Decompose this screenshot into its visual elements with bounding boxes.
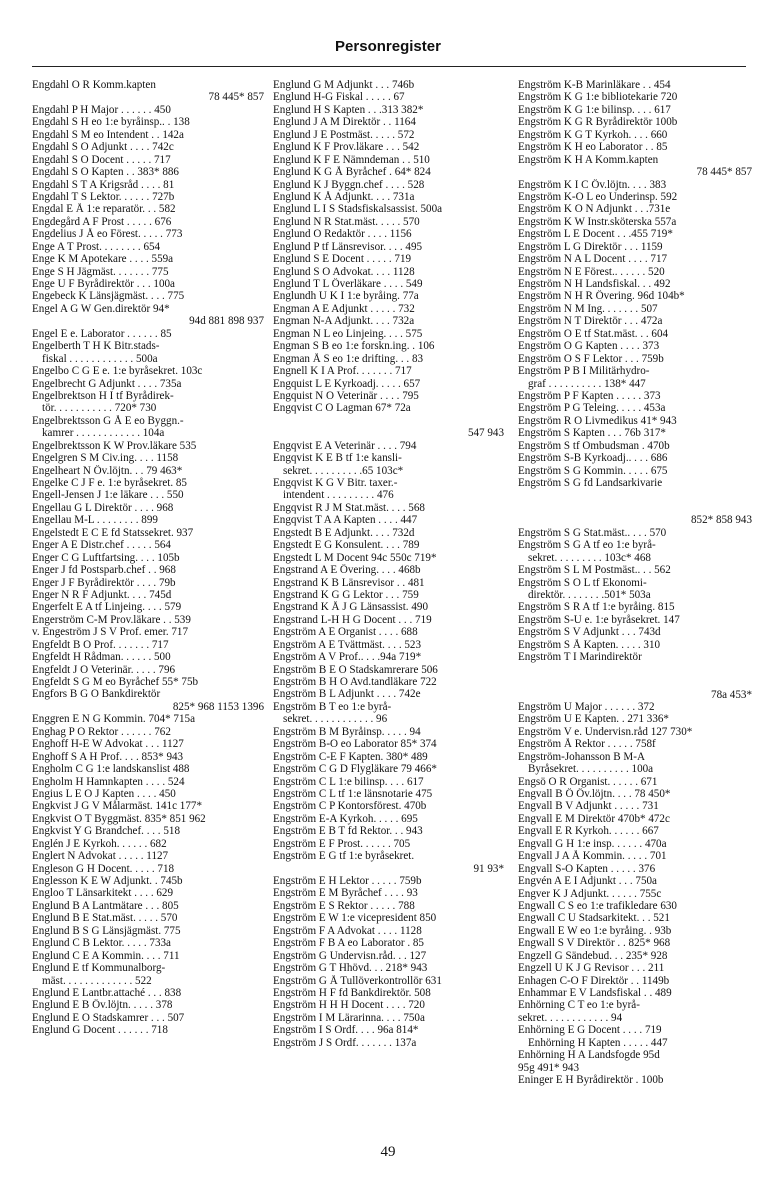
index-entry: Engvall S-O Kapten . . . . . 376 xyxy=(518,862,656,875)
index-entry: Engström O S F Lektor . . . 759b xyxy=(518,352,664,365)
index-entry: Engström P F Kapten . . . . . 373 xyxy=(518,389,661,402)
index-entry: Engström C L 1:e bilinsp. . . . 617 xyxy=(273,775,424,788)
index-entry: Engqvist R J M Stat.mäst. . . . 568 xyxy=(273,501,425,514)
index-entry: Engfors B G O Bankdirektör xyxy=(32,688,161,701)
index-entry: Engström B H O Avd.tandläkare 722 xyxy=(273,676,437,689)
index-entry: Engellau G L Direktör . . . . 968 xyxy=(32,501,174,514)
index-entry: Engwall E W eo 1:e byråing. . 93b xyxy=(518,924,672,937)
index-entry: Engstrand L-H H G Docent . . . 719 xyxy=(273,613,432,626)
index-entry: Engquist N O Veterinär . . . . 795 xyxy=(273,389,419,402)
index-entry: Engström G Å Tullöverkontrollör 631 xyxy=(273,974,442,987)
index-entry: Engström E S Rektor . . . . . 788 xyxy=(273,899,415,912)
index-entry: Engström S R A tf 1:e byråing. 815 xyxy=(518,601,675,614)
index-entry: Engström K H eo Laborator . . 85 xyxy=(518,141,668,154)
index-entry: Engström K G R Byrådirektör 100b xyxy=(518,116,678,129)
index-entry: Engström S G Kommin. . . . . 675 xyxy=(518,464,668,477)
index-entry: Engdahl T S Lektor. . . . . . 727b xyxy=(32,190,175,203)
page-number: 49 xyxy=(380,1144,396,1160)
index-entry: Engström K H A Komm.kapten xyxy=(518,153,659,166)
index-entry: Engelbo C G E e. 1:e byråsekret. 103c xyxy=(32,365,203,378)
index-entry: Engkvist J G V Målarmäst. 141c 177* xyxy=(32,800,202,813)
index-entry: Engdahl S O Kapten . . 383* 886 xyxy=(32,166,179,179)
index-entry: Engström A E Organist . . . . 688 xyxy=(273,626,418,639)
index-entry: Engström S V Adjunkt . . . 743d xyxy=(518,626,661,639)
index-entry: intendent . . . . . . . . . 476 xyxy=(283,489,394,502)
index-entry: Byråsekret. . . . . . . . . . 100a xyxy=(528,763,654,776)
index-entry: Engqvist K G V Bitr. taxer.- xyxy=(273,477,398,490)
index-entry: Engström K W Instr.sköterska 557a xyxy=(518,215,677,228)
index-entry: Engelstedt E C E fd Statssekret. 937 xyxy=(32,526,194,539)
index-column-3 xyxy=(518,79,752,1087)
index-entry: 825* 968 1153 1396 xyxy=(172,700,264,713)
index-entry: sekret. . . . . . . . . 103c* 468 xyxy=(528,551,651,564)
index-entry: Engström E M Byråchef . . . . 93 xyxy=(273,887,418,900)
index-entry: Engström K G 1:e bibliotekarie 720 xyxy=(518,91,678,104)
index-entry: Engkvist Y G Brandchef. . . . 518 xyxy=(32,825,180,838)
index-entry: Enge S H Jägmäst. . . . . . . 775 xyxy=(32,265,169,278)
index-entry: Englund K G Å Byråchef . 64* 824 xyxy=(273,166,431,179)
index-entry: Engström L E Docent . . .455 719* xyxy=(518,228,673,241)
index-entry: Enger J fd Postsparb.chef . . 968 xyxy=(32,564,176,577)
index-entry: 95g 491* 943 xyxy=(518,1061,580,1074)
index-entry: Engström I M Lärarinna. . . . 750a xyxy=(273,1011,425,1024)
index-entry: Enhörning H Kapten . . . . . 447 xyxy=(528,1036,668,1049)
index-entry: Enhagen C-O F Direktör . . 1149b xyxy=(518,974,670,987)
index-entry: Engström S O L tf Ekonomi- xyxy=(518,576,647,589)
index-entry: Englert N Advokat . . . . . 1127 xyxy=(32,850,169,863)
index-entry: Engstrand K G G Lektor . . . 759 xyxy=(273,588,419,601)
index-entry: 547 943 xyxy=(467,427,504,440)
index-entry: Engstedt L M Docent 94c 550c 719* xyxy=(273,551,437,564)
index-entry: Engman N L eo Linjeing. . . . 575 xyxy=(273,327,423,340)
index-entry: Engelbrecht G Adjunkt . . . . 735a xyxy=(32,377,182,390)
index-entry: sekret. . . . . . . . . . . . 94 xyxy=(518,1011,623,1024)
index-entry: Englund K F E Nämndeman . . 510 xyxy=(273,153,430,166)
index-entry: Engelbrektsson G Å E eo Byggn.- xyxy=(32,414,184,427)
index-entry: Engström N E Förest.. . . . . . 520 xyxy=(518,265,665,278)
index-entry: Englund B S G Länsjägmäst. 775 xyxy=(32,924,181,937)
index-entry: Engman S B eo 1:e forskn.ing. . 106 xyxy=(273,340,435,353)
index-entry: Engström B-O eo Laborator 85* 374 xyxy=(273,738,437,751)
index-entry: Engström S G fd Landsarkivarie xyxy=(518,477,663,489)
index-entry: Enghoff H-E W Advokat . . . 1127 xyxy=(32,738,184,751)
index-entry: Engström A V Prof.. . . .94a 719* xyxy=(273,651,422,664)
index-entry: Enge K M Apotekare . . . . 559a xyxy=(32,253,174,266)
index-entry: Engdahl S H eo 1:e byråinsp.. . 138 xyxy=(32,116,190,129)
index-entry: Engel E e. Laborator . . . . . . 85 xyxy=(32,327,172,340)
index-entry: Engström K I C Öv.löjtn. . . . 383 xyxy=(518,178,667,191)
index-entry: mäst. . . . . . . . . . . . . 522 xyxy=(42,974,152,987)
index-entry: Englund B E Stat.mäst. . . . . 570 xyxy=(32,912,178,925)
index-entry: Engwall C U Stadsarkitekt. . . 521 xyxy=(518,912,670,925)
index-entry: Enhammar E V Landsfiskal . . 489 xyxy=(518,987,672,999)
index-entry: Englund O Redaktör . . . . 1156 xyxy=(273,228,412,241)
index-entry: Engellau M-L . . . . . . . . 899 xyxy=(32,514,158,527)
index-entry: Englén J E Kyrkoh. . . . . . 682 xyxy=(32,837,167,850)
index-entry: Englund J E Postmäst. . . . . 572 xyxy=(273,128,415,141)
index-entry: Engstrand A E Övering. . . . 468b xyxy=(273,564,421,577)
index-entry: Engelberth T H K Bitr.stads- xyxy=(32,340,160,353)
index-entry: Englund K J Byggn.chef . . . . 528 xyxy=(273,178,425,191)
index-entry: Engstedt B E Adjunkt. . . . 732d xyxy=(273,526,415,539)
index-entry: Engerfelt E A tf Linjeing. . . . 579 xyxy=(32,601,182,614)
index-entry: Engström J S Ordf. . . . . . . 137a xyxy=(273,1036,417,1049)
index-entry: Engdahl O R Komm.kapten xyxy=(32,79,156,91)
index-entry: Engelgren S M Civ.ing. . . . 1158 xyxy=(32,452,179,465)
index-entry: Engström P B I Militärhydro- xyxy=(518,365,650,378)
index-entry: Englund E tf Kommunalborg- xyxy=(32,962,166,975)
index-entry: Engström E H Lektor . . . . . 759b xyxy=(273,875,422,888)
index-entry: Engström K-B Marinläkare . . 454 xyxy=(518,79,671,91)
index-entry: Englesson K E W Adjunkt. . 745b xyxy=(32,875,183,887)
index-entry: Engerström C-M Prov.läkare . . 539 xyxy=(32,613,191,626)
index-entry: Engström B L Adjunkt . . . . 742e xyxy=(273,688,421,701)
index-entry: Engström S-B Kyrkoadj.. . . . 686 xyxy=(518,452,668,465)
index-entry: Engfeldt S G M eo Byråchef 55* 75b xyxy=(32,676,199,688)
page-title: Personregister xyxy=(335,38,441,55)
index-entry: Enghag P O Rektor . . . . . . 762 xyxy=(32,725,171,738)
index-entry: Englund G M Adjunkt . . . 746b xyxy=(273,79,415,91)
index-entry: Englund N R Stat.mäst. . . . . 570 xyxy=(273,215,420,228)
index-entry: Engström C G D Flygläkare 79 466* xyxy=(273,763,437,776)
index-entry: Engstrand K Å J G Länsassist. 490 xyxy=(273,601,428,614)
index-entry: Engström S Kapten . . . 76b 317* xyxy=(518,427,666,440)
index-entry: Engström H H H Docent . . . . 720 xyxy=(273,999,425,1012)
index-entry: Engvall E M Direktör 470b* 472c xyxy=(518,812,670,825)
index-entry: Englund H-G Fiskal . . . . . 67 xyxy=(273,91,405,104)
index-entry: Engholm H Hamnkapten . . . . 524 xyxy=(32,775,185,788)
index-entry: Engfeldt B O Prof. . . . . . . 717 xyxy=(32,638,169,651)
index-entry: Englund P tf Länsrevisor. . . . 495 xyxy=(273,240,423,253)
index-entry: Engvall E R Kyrkoh. . . . . . 667 xyxy=(518,825,659,838)
index-entry: Englund J A M Direktör . . 1164 xyxy=(273,116,416,129)
index-entry: Engström N H R Övering. 96d 104b* xyxy=(518,290,685,303)
index-entry: Engkvist O T Byggmäst. 835* 851 962 xyxy=(32,812,206,825)
index-entry: Englund E Lantbr.attaché . . . 838 xyxy=(32,986,182,999)
index-entry: Engström K G T Kyrkoh. . . . 660 xyxy=(518,128,668,141)
index-entry: Engström I S Ordf. . . . 96a 814* xyxy=(273,1024,419,1037)
index-entry: Engvall B V Adjunkt . . . . . 731 xyxy=(518,800,659,813)
index-entry: Enghoff S A H Prof. . . . 853* 943 xyxy=(32,750,184,763)
index-entry: Engström A E Tvättmäst. . . . 523 xyxy=(273,638,422,651)
index-entry: Englund B A Lantmätare . . . 805 xyxy=(32,899,179,912)
index-entry: Englund T L Överläkare . . . . 549 xyxy=(273,278,423,290)
index-entry: Englund C E A Kommin. . . . 711 xyxy=(32,949,180,962)
index-entry: Enger N R F Adjunkt. . . . 745d xyxy=(32,588,172,601)
index-entry: Engdegård A F Prost . . . . . 676 xyxy=(32,215,172,228)
index-entry: Engström Å Rektor . . . . . 758f xyxy=(518,738,656,751)
index-entry: Engström G Undervisn.råd. . . 127 xyxy=(273,949,427,962)
index-entry: Engquist L E Kyrkoadj. . . . . 657 xyxy=(273,377,421,390)
index-entry: Engström N M Ing. . . . . . . 507 xyxy=(518,302,658,315)
index-entry: Engström E W 1:e vicepresident 850 xyxy=(273,912,437,925)
index-entry: Engström N T Direktör . . . 472a xyxy=(518,315,663,328)
index-entry: Eninger E H Byrådirektör . 100b xyxy=(518,1074,664,1087)
index-entry: Engqvist E A Veterinär . . . . 794 xyxy=(273,439,417,452)
index-entry: Engström-Johansson B M-A xyxy=(518,750,645,763)
index-entry: 94d 881 898 937 xyxy=(189,315,264,328)
index-entry: Englund E O Stadskamrer . . . 507 xyxy=(32,1011,185,1024)
index-column-2 xyxy=(273,79,504,1049)
index-entry: Engström H F fd Bankdirektör. 508 xyxy=(273,986,431,999)
index-entry: Engström F A Advokat . . . . 1128 xyxy=(273,924,422,937)
index-entry: tör. . . . . . . . . . . 720* 730 xyxy=(42,402,157,415)
index-entry: Engdahl S M eo Intendent . . 142a xyxy=(32,128,184,141)
index-entry: v. Engeström J S V Prof. emer. 717 xyxy=(32,626,189,639)
index-entry: Engloo T Länsarkitekt . . . . 629 xyxy=(32,887,174,900)
index-entry: Engström V e. Undervisn.råd 127 730* xyxy=(518,725,693,738)
index-entry: 78 445* 857 xyxy=(208,91,264,104)
index-entry: Engdahl S O Docent . . . . . 717 xyxy=(32,153,171,166)
index-entry: Engwall S V Direktör . . 825* 968 xyxy=(518,937,671,950)
index-entry: Engqvist K E B tf 1:e kansli- xyxy=(273,452,402,465)
index-entry: Engstrand K B Länsrevisor . . 481 xyxy=(273,576,425,589)
index-entry: Engdahl S O Adjunkt . . . . 742c xyxy=(32,141,174,154)
index-entry: Engström R O Livmedikus 41* 943 xyxy=(518,414,677,427)
index-entry: Engel A G W Gen.direktör 94* xyxy=(32,302,170,315)
index-entry: Enhörning H A Landsfogde 95d xyxy=(518,1049,660,1062)
index-entry: Engström C P Kontorsförest. 470b xyxy=(273,800,427,813)
index-entry: Engström U E Kapten. . 271 336* xyxy=(518,713,669,726)
index-entry: Engzell U K J G Revisor . . . 211 xyxy=(518,962,665,975)
index-entry: Engström L G Direktör . . . 1159 xyxy=(518,240,663,253)
index-entry: Engström G T Hhövd. . . 218* 943 xyxy=(273,962,428,975)
index-entry: Engström E G tf 1:e byråsekret. xyxy=(273,850,415,863)
index-entry: Engqvist C O Lagman 67* 72a xyxy=(273,402,411,415)
index-entry: Engvall J A Å Kommin. . . . . 701 xyxy=(518,850,667,863)
index-entry: Enhörning C T eo 1:e byrå- xyxy=(518,999,640,1012)
index-entry: Engström S G A tf eo 1:e byrå- xyxy=(518,539,656,552)
index-entry: Engman Å S eo 1:e drifting. . . 83 xyxy=(273,352,424,365)
index-entry: Engver K J Adjunkt. . . . . . 755c xyxy=(518,887,662,900)
index-entry: Engvén A E I Adjunkt . . . 750a xyxy=(518,875,657,888)
index-entry: Engström N H Landsfiskal. . . 492 xyxy=(518,278,671,290)
index-entry: Engebeck K Länsjägmäst. . . . 775 xyxy=(32,290,185,303)
index-entry: Englund K Å Adjunkt. . . . 731a xyxy=(273,190,415,203)
index-entry: Engström E B T fd Rektor. . . 943 xyxy=(273,825,423,838)
index-entry: Engström B T eo 1:e byrå- xyxy=(273,700,392,713)
index-entry: Engvall B Ö Öv.löjtn. . . . 78 450* xyxy=(518,788,671,800)
index-entry: Engström S Å Kapten. . . . . 310 xyxy=(518,638,661,651)
index-entry: Englund S O Advokat. . . . 1128 xyxy=(273,265,415,278)
index-entry: Englund H S Kapten . . .313 382* xyxy=(273,103,424,116)
index-entry: Englund L I S Stadsfiskalsassist. 500a xyxy=(273,203,443,216)
index-entry: Enger J F Byrådirektör . . . . 79b xyxy=(32,576,176,589)
index-entry: Engström K O N Adjunkt . . .731e xyxy=(518,203,671,216)
index-entry: Engelheart N Öv.löjtn. . . 79 463* xyxy=(32,464,183,477)
index-entry: Engström B E O Stadskamrerare 506 xyxy=(273,663,438,676)
index-entry: Engström E F Prost. . . . . . 705 xyxy=(273,837,411,850)
index-entry: kamrer . . . . . . . . . . . . 104a xyxy=(42,427,165,440)
index-entry: 78 445* 857 xyxy=(696,166,752,179)
index-entry: Engius L E O J Kapten . . . . 450 xyxy=(32,787,176,800)
index-entry: Engelbrektson H I tf Byrådirek- xyxy=(32,389,174,402)
index-entry: Engström K-O L eo Underinsp. 592 xyxy=(518,190,678,203)
index-entry: Engström K G 1:e bilinsp. . . . 617 xyxy=(518,103,671,116)
index-entry: Enhörning E G Docent . . . . 719 xyxy=(518,1024,662,1037)
index-entry: Engström U Major . . . . . . 372 xyxy=(518,700,655,713)
index-entry: Engström T I Marindirektör xyxy=(518,651,642,664)
index-entry: Enggren E N G Kommin. 704* 715a xyxy=(32,713,195,726)
index-entry: Engström S-U e. 1:e byråsekret. 147 xyxy=(518,613,680,626)
index-entry: Engman A E Adjunkt . . . . . 732 xyxy=(273,302,415,315)
index-entry: Engnell K I A Prof. . . . . . . 717 xyxy=(273,365,412,378)
index-entry: Engdahl S T A Krigsråd . . . . 81 xyxy=(32,178,175,191)
index-entry: Englund K F Prov.läkare . . . 542 xyxy=(273,141,420,154)
index-entry: Enger A E Distr.chef . . . . . 564 xyxy=(32,539,171,552)
index-entry: Engzell G Sändebud. . . 235* 928 xyxy=(518,949,668,962)
index-entry: 852* 858 943 xyxy=(690,514,752,527)
index-entry: Engström E-A Kyrkoh. . . . . 695 xyxy=(273,812,418,825)
index-entry: Engqvist T A A Kapten . . . . 447 xyxy=(273,514,418,527)
index-entry: sekret. . . . . . . . . . . . 96 xyxy=(283,713,388,726)
index-entry: Engström O E tf Stat.mäst. . . 604 xyxy=(518,327,669,340)
index-entry: Enge A T Prost. . . . . . . . 654 xyxy=(32,240,161,253)
header-rule xyxy=(32,66,746,67)
index-entry: 78a 453* xyxy=(711,688,752,701)
index-entry: Engström S L M Postmäst.. . . 562 xyxy=(518,564,671,577)
index-entry: Engvall G H 1:e insp. . . . . . 470a xyxy=(518,837,667,850)
index-entry: Engelbrektsson K W Prov.läkare 535 xyxy=(32,439,197,452)
index-entry: Engström S G Stat.mäst.. . . . 570 xyxy=(518,526,667,539)
index-entry: fiskal . . . . . . . . . . . . 500a xyxy=(42,352,158,365)
index-entry: direktör. . . . . . . .501* 503a xyxy=(528,588,651,601)
index-entry: Engman N-A Adjunkt. . . . 732a xyxy=(273,315,415,328)
index-entry: Engell-Jensen J 1:e läkare . . . 550 xyxy=(32,489,184,502)
index-entry: 91 93* xyxy=(473,862,504,875)
index-entry: graf . . . . . . . . . . 138* 447 xyxy=(528,377,646,390)
index-entry: Engström P G Teleing. . . . . 453a xyxy=(518,402,666,415)
index-entry: Engelke C J F e. 1:e byråsekret. 85 xyxy=(32,477,187,489)
index-entry: Engström S tf Ombudsman . 470b xyxy=(518,439,670,452)
index-entry: Engsö O R Organist. . . . . . 671 xyxy=(518,775,658,788)
index-entry: Enge U F Byrådirektör . . . 100a xyxy=(32,278,175,290)
index-entry: Engdal E Å 1:e reparatör. . . 582 xyxy=(32,203,176,216)
index-entry: Engström B M Byråinsp. . . . . 94 xyxy=(273,725,421,738)
index-entry: Engdelius J Å eo Förest. . . . . 773 xyxy=(32,228,183,241)
index-entry: Engholm C G 1:e landskanslist 488 xyxy=(32,763,190,776)
index-entry: Engström N A L Docent . . . . 717 xyxy=(518,253,668,266)
index-entry: Engleson G H Docent. . . . . 718 xyxy=(32,862,175,875)
index-entry: Engwall C S eo 1:e trafikledare 630 xyxy=(518,899,677,912)
index-column-1 xyxy=(32,79,264,1037)
index-entry: Engström C L tf 1:e länsnotarie 475 xyxy=(273,787,433,800)
index-entry: Engdahl P H Major . . . . . . 450 xyxy=(32,103,171,116)
index-entry: Engstedt E G Konsulent. . . . 789 xyxy=(273,539,420,552)
index-entry: Enger C G Luftfartsing. . . . 105b xyxy=(32,551,180,564)
index-entry: Engfeldt H Rådman. . . . . . 500 xyxy=(32,651,171,664)
index-entry: Engström F B A eo Laborator . 85 xyxy=(273,937,424,950)
index-entry: Englund S E Docent . . . . . 719 xyxy=(273,253,412,266)
index-entry: Englundh U K I 1:e byråing. 77a xyxy=(273,290,419,303)
index-entry: Englund G Docent . . . . . . 718 xyxy=(32,1024,168,1037)
index-entry: Engström C-E F Kapten. 380* 489 xyxy=(273,750,428,763)
index-entry: Engfeldt J O Veterinär. . . . . 796 xyxy=(32,663,176,676)
index-entry: Engström O G Kapten . . . . 373 xyxy=(518,340,660,353)
index-entry: Englund E B Öv.löjtn. . . . . 378 xyxy=(32,999,173,1012)
index-entry: Englund C B Lektor. . . . . 733a xyxy=(32,937,171,950)
index-entry: sekret. . . . . . . . . .65 103c* xyxy=(283,464,404,477)
